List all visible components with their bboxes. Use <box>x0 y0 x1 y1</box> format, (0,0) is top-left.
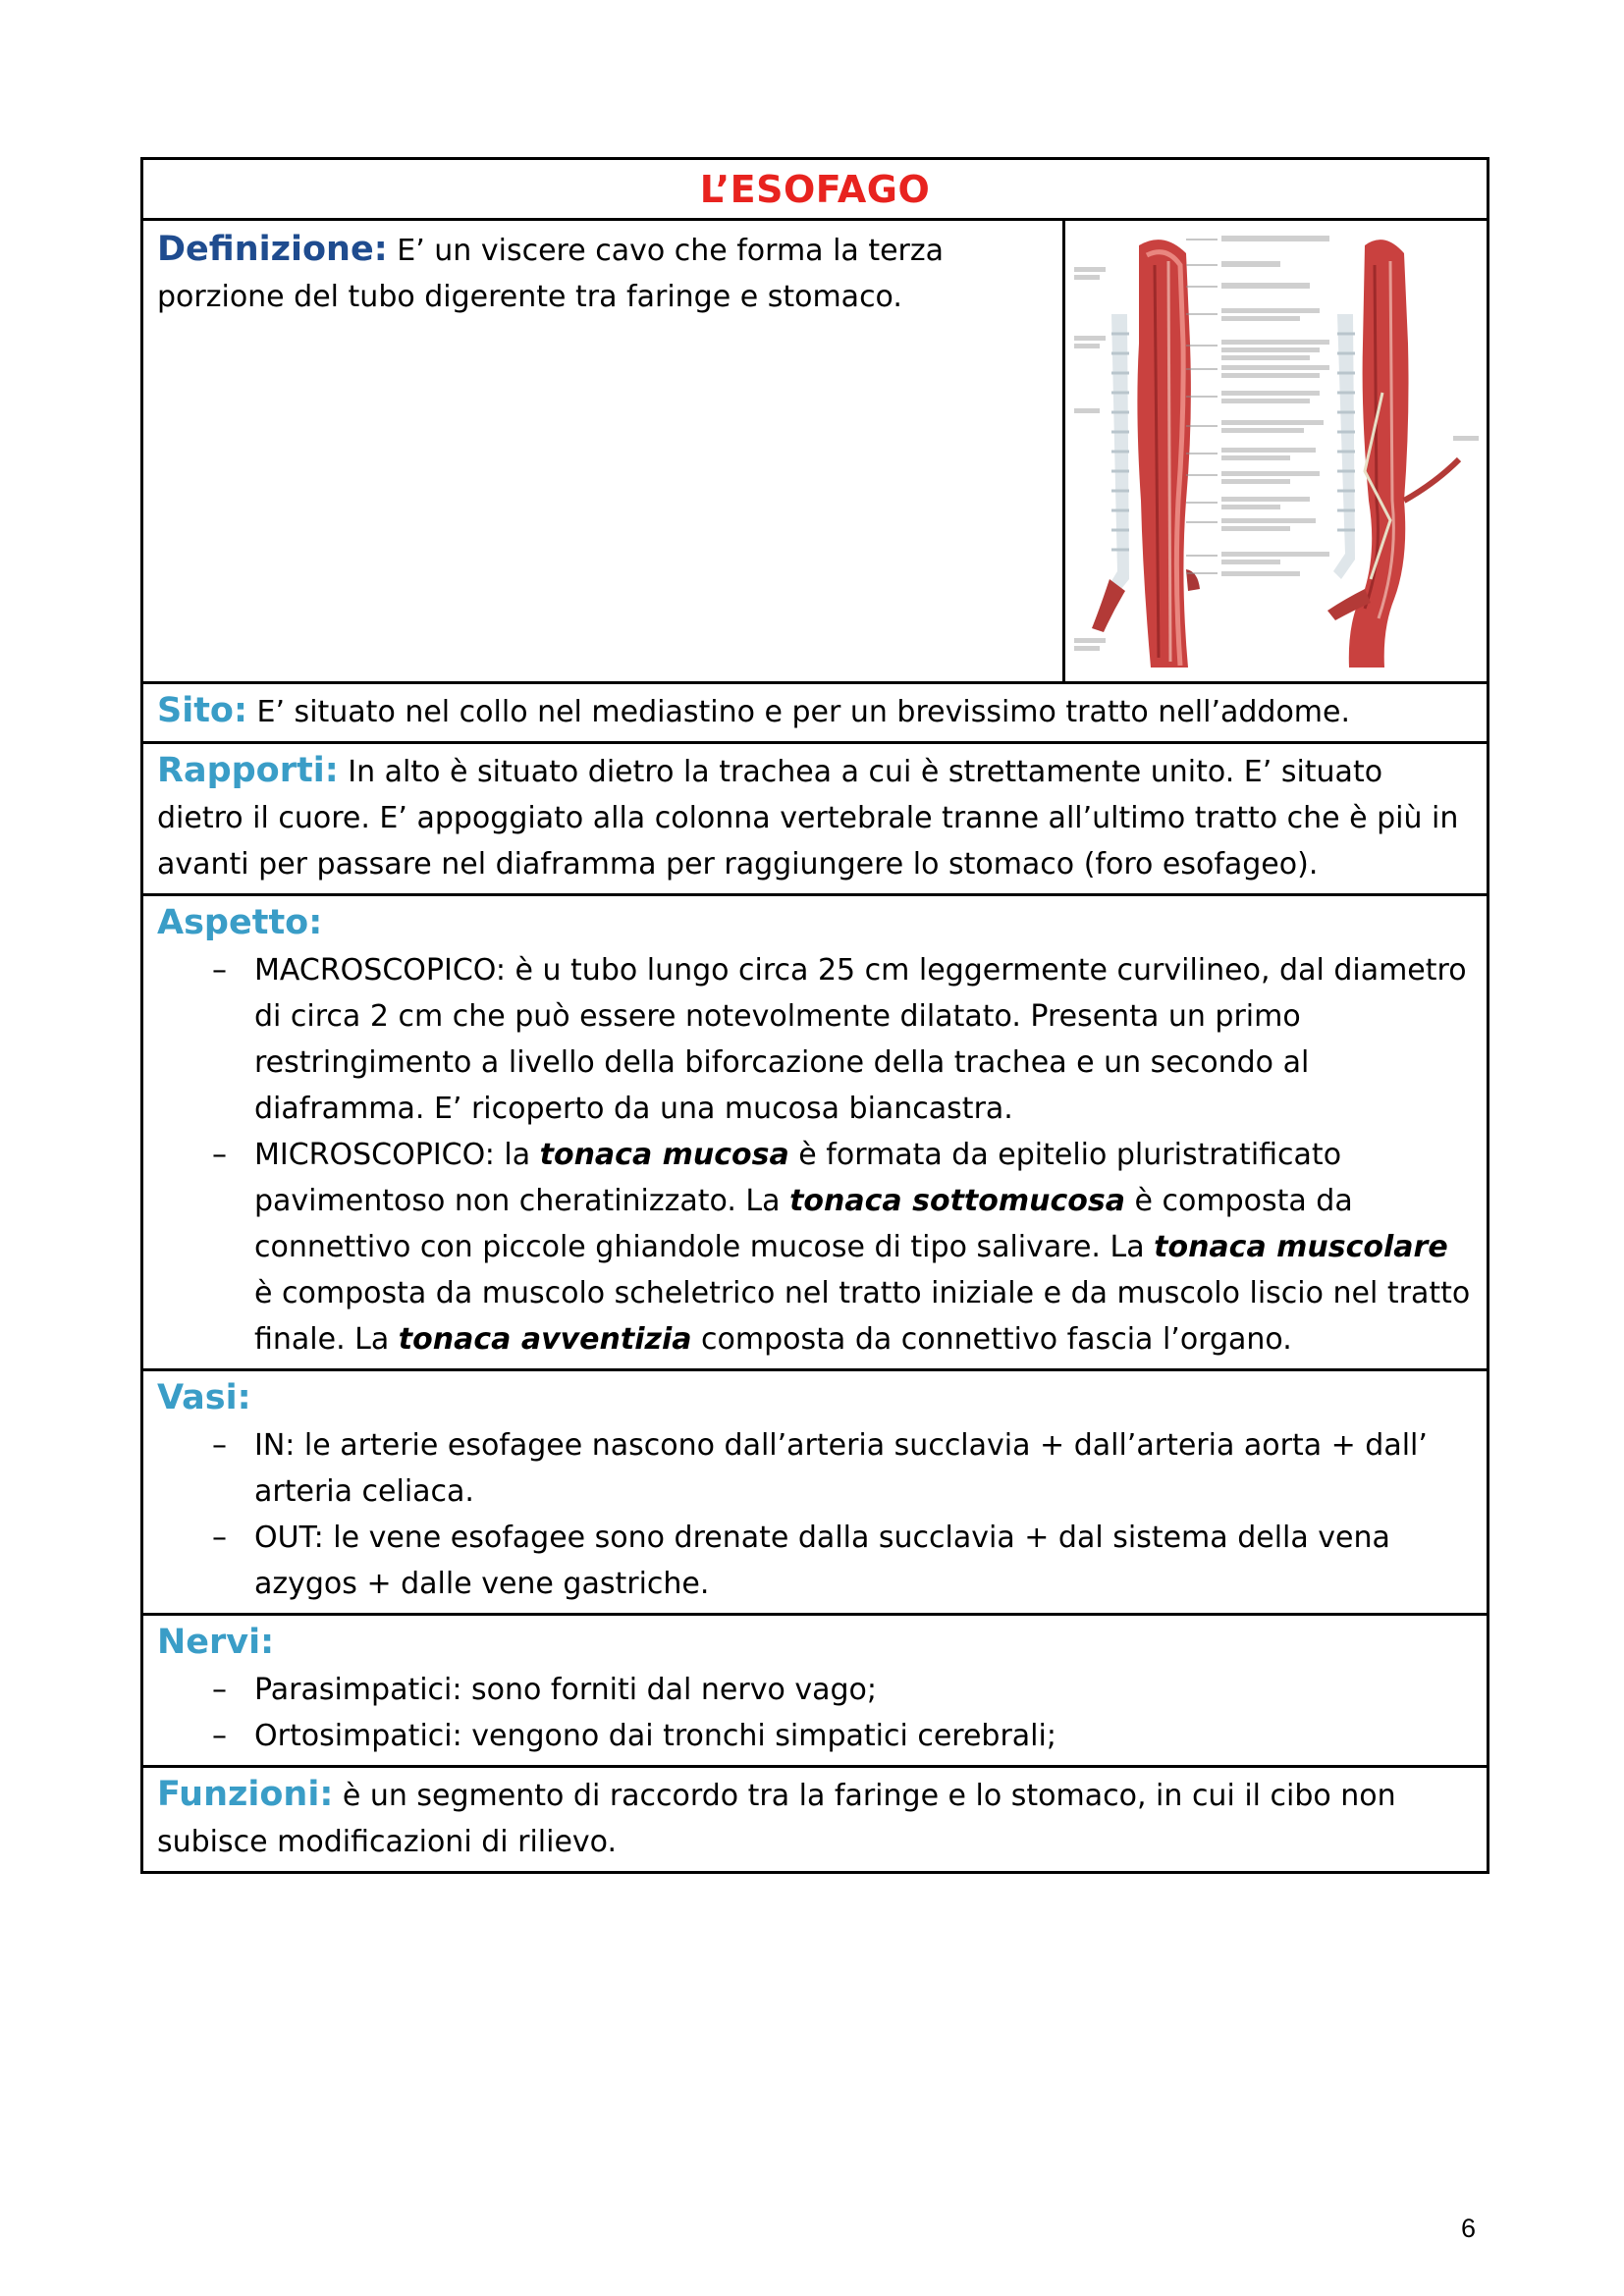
rapporti-paragraph <box>157 748 1473 887</box>
definition-cell <box>143 221 1065 681</box>
definition-text: E’ un viscere cavo che forma la terza porzione del tubo digerente tra faringe e stomaco. <box>157 234 945 314</box>
definition-label: Definizione: <box>157 230 388 269</box>
aspetto-section <box>143 896 1487 1371</box>
nervi-section <box>143 1616 1487 1768</box>
sito-section <box>143 684 1487 744</box>
vasi-list <box>157 1422 1473 1607</box>
micro-text-5: composta da connettivo fascia l’organo. <box>691 1322 1292 1357</box>
list-item-macroscopico: – MACROSCOPICO: è u tubo lungo circa 25 cm leggermente curvilineo, dal diametro di circa 2 cm che può essere notevolmente dilatato. Presenta un primo restringimento a livello della biforcazione della trachea e un secondo al diaframma. E’ ricoperto da una mucosa biancastra. <box>159 947 1473 1132</box>
aspetto-label: Aspetto: <box>157 903 323 942</box>
micro-text-2: è formata da epitelio pluristratificato pavimentoso non cheratinizzato. La <box>254 1138 1342 1218</box>
micro-text-1: MICROSCOPICO: la <box>254 1138 540 1172</box>
esophagus-table <box>140 157 1489 1874</box>
term-tonaca-muscolare: tonaca muscolare <box>1154 1230 1448 1264</box>
definition-paragraph <box>157 227 1049 320</box>
sito-text: E’ situato nel collo nel mediastino e per un brevissimo tratto nell’addome. <box>256 695 1351 729</box>
list-item-in: – IN: le arterie esofagee nascono dall’arteria succlavia + dall’arteria aorta + dall’ arteria celiaca. <box>159 1422 1473 1515</box>
rapporti-section <box>143 744 1487 896</box>
funzioni-section <box>143 1768 1487 1871</box>
list-item-ortosimpatici: – Ortosimpatici: vengono dai tronchi simpatici cerebrali; <box>159 1713 1473 1759</box>
funzioni-label: Funzioni: <box>157 1775 334 1814</box>
sito-paragraph <box>157 688 1473 735</box>
sito-label: Sito: <box>157 691 247 730</box>
title-row <box>143 160 1487 221</box>
page-title: L’ESOFAGO <box>699 167 931 211</box>
micro-text-4: è composta da muscolo scheletrico nel tratto iniziale e da muscolo liscio nel tratto finale. La <box>254 1276 1471 1357</box>
micro-text-3: è composta da connettivo con piccole ghiandole mucose di tipo salivare. La <box>254 1184 1353 1264</box>
page-number: 6 <box>1461 2214 1477 2243</box>
term-tonaca-mucosa: tonaca mucosa <box>539 1138 789 1172</box>
definition-row <box>143 221 1487 684</box>
nervi-heading <box>157 1620 1473 1667</box>
term-tonaca-avventizia: tonaca avventizia <box>398 1322 692 1357</box>
aspetto-list <box>157 947 1473 1362</box>
esophagus-anatomy-illustration-icon <box>1070 226 1483 677</box>
vasi-label: Vasi: <box>157 1378 251 1417</box>
rapporti-text: In alto è situato dietro la trachea a cui è strettamente unito. E’ situato dietro il cuore. E’ appoggiato alla colonna vertebrale tranne all’ultimo tratto che è più in avanti per passare nel diaframma per raggiungere lo stomaco (foro esofageo). <box>157 755 1459 881</box>
rapporti-label: Rapporti: <box>157 751 339 790</box>
illustration-cell <box>1065 221 1487 681</box>
vasi-section <box>143 1371 1487 1616</box>
list-item-microscopico <box>159 1132 1473 1362</box>
list-item-out: – OUT: le vene esofagee sono drenate dalla succlavia + dal sistema della vena azygos + dalle vene gastriche. <box>159 1515 1473 1607</box>
funzioni-text: è un segmento di raccordo tra la faringe e lo stomaco, in cui il cibo non subisce modificazioni di rilievo. <box>157 1779 1396 1859</box>
term-tonaca-sottomucosa: tonaca sottomucosa <box>789 1184 1125 1218</box>
vasi-heading <box>157 1375 1473 1422</box>
nervi-list <box>157 1667 1473 1759</box>
aspetto-heading <box>157 900 1473 947</box>
list-item-parasimpatici: – Parasimpatici: sono forniti dal nervo vago; <box>159 1667 1473 1713</box>
funzioni-paragraph <box>157 1772 1473 1865</box>
nervi-label: Nervi: <box>157 1623 275 1662</box>
